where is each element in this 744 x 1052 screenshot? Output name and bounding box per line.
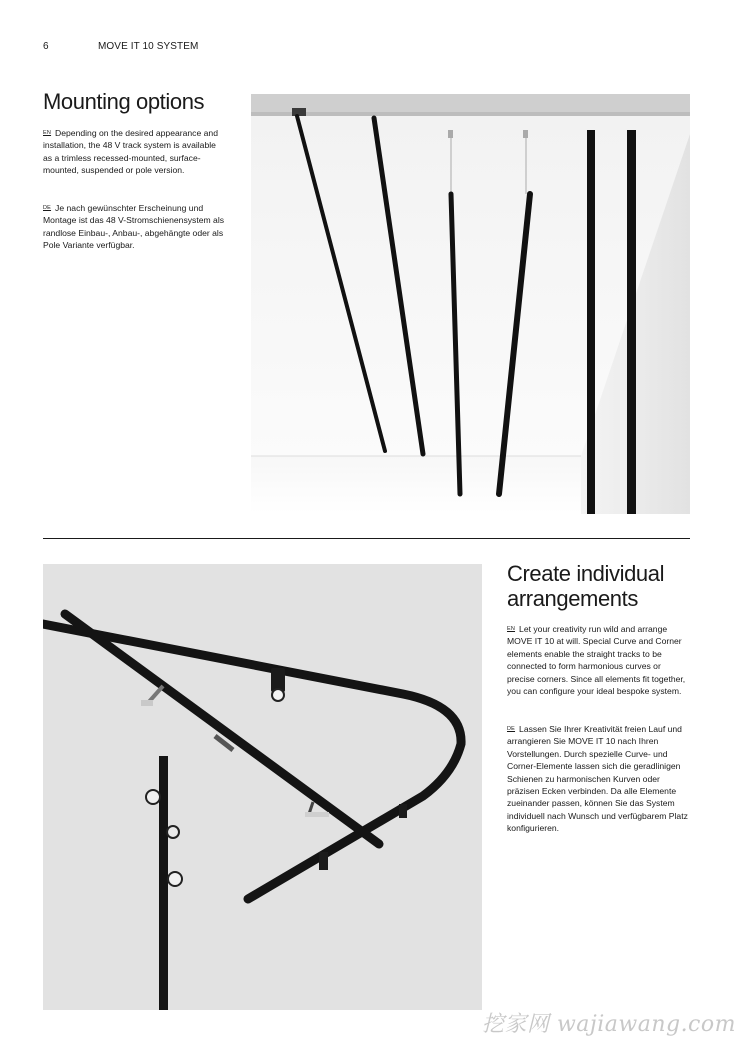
paragraph-en-arrangements-text: Let your creativity run wild and arrange MOVE IT 10 at will. Special Curve and Corner elements enable the straight tracks to be connected to form harmonious curves or precise corners. Since all elements fit together, you can configure your ideal bespoke system. (507, 624, 686, 697)
ceiling-edge (251, 112, 690, 116)
room-illustration (251, 94, 690, 514)
section-title-line-2: arrangements (507, 586, 638, 611)
spotlight-2 (399, 804, 407, 818)
paragraph-de-arrangements (507, 723, 690, 835)
paragraph-de-arrangements-text: Lassen Sie Ihrer Kreativität freien Lauf und arrangieren Sie MOVE IT 10 nach Ihren Vorstellungen. Durch spezielle Curve- und Corner-Elemente lassen sich die geradlinigen Schienen zu harmonischen Kurven oder präzisen Ecken verbinden. Da alle Elemente zueinander passen, können Sie das System individuell nach Wunsch und verfügbarem Platz konfigurieren. (507, 724, 688, 834)
spotlight-9 (168, 872, 182, 886)
ceiling-slab (251, 94, 690, 112)
photo-mounting-variants (251, 94, 690, 514)
paragraph-en-mounting (43, 127, 218, 177)
spotlight-6 (305, 812, 329, 817)
spotlight-8 (167, 826, 179, 838)
arrangement-illustration (43, 564, 482, 1010)
language-tag-en: EN (43, 130, 52, 136)
track-pole-2 (627, 130, 636, 514)
track-pole-1 (587, 130, 595, 514)
language-tag-en-2: EN (507, 626, 516, 632)
spotlight-3 (319, 852, 328, 870)
page-number: 6 (43, 41, 49, 52)
running-title: MOVE IT 10 SYSTEM (98, 41, 199, 52)
backdrop (43, 564, 482, 1010)
spotlight-7 (146, 790, 160, 804)
paragraph-en-mounting-text: Depending on the desired appearance and installation, the 48 V track system is available as a trimless recessed-mounted, surface-mounted, suspended or pole version. (43, 128, 218, 176)
paragraph-de-mounting-text: Je nach gewünschter Erscheinung und Montage ist das 48 V-Stromschienensystem als randlose Einbau-, Anbau-, abgehängte oder als Pole Variante verfügbar. (43, 203, 225, 251)
mounting-block (292, 108, 306, 116)
section-title-create-arrangements (507, 561, 664, 611)
spotlight-4 (141, 700, 153, 706)
photo-arrangement (43, 564, 482, 1010)
section-divider (43, 538, 690, 539)
watermark: 挖家网 wajiawang.com (481, 1012, 736, 1037)
language-tag-de-2: DE (507, 726, 516, 732)
suspension-canopy-2 (523, 130, 528, 138)
floor (251, 456, 581, 514)
spotlight-1-lens (272, 689, 284, 701)
suspension-canopy-1 (448, 130, 453, 138)
section-title-line-1: Create individual (507, 561, 665, 586)
language-tag-de: DE (43, 205, 52, 211)
paragraph-de-mounting (43, 202, 226, 252)
paragraph-en-arrangements (507, 623, 690, 697)
section-title-mounting-options: Mounting options (43, 89, 205, 114)
